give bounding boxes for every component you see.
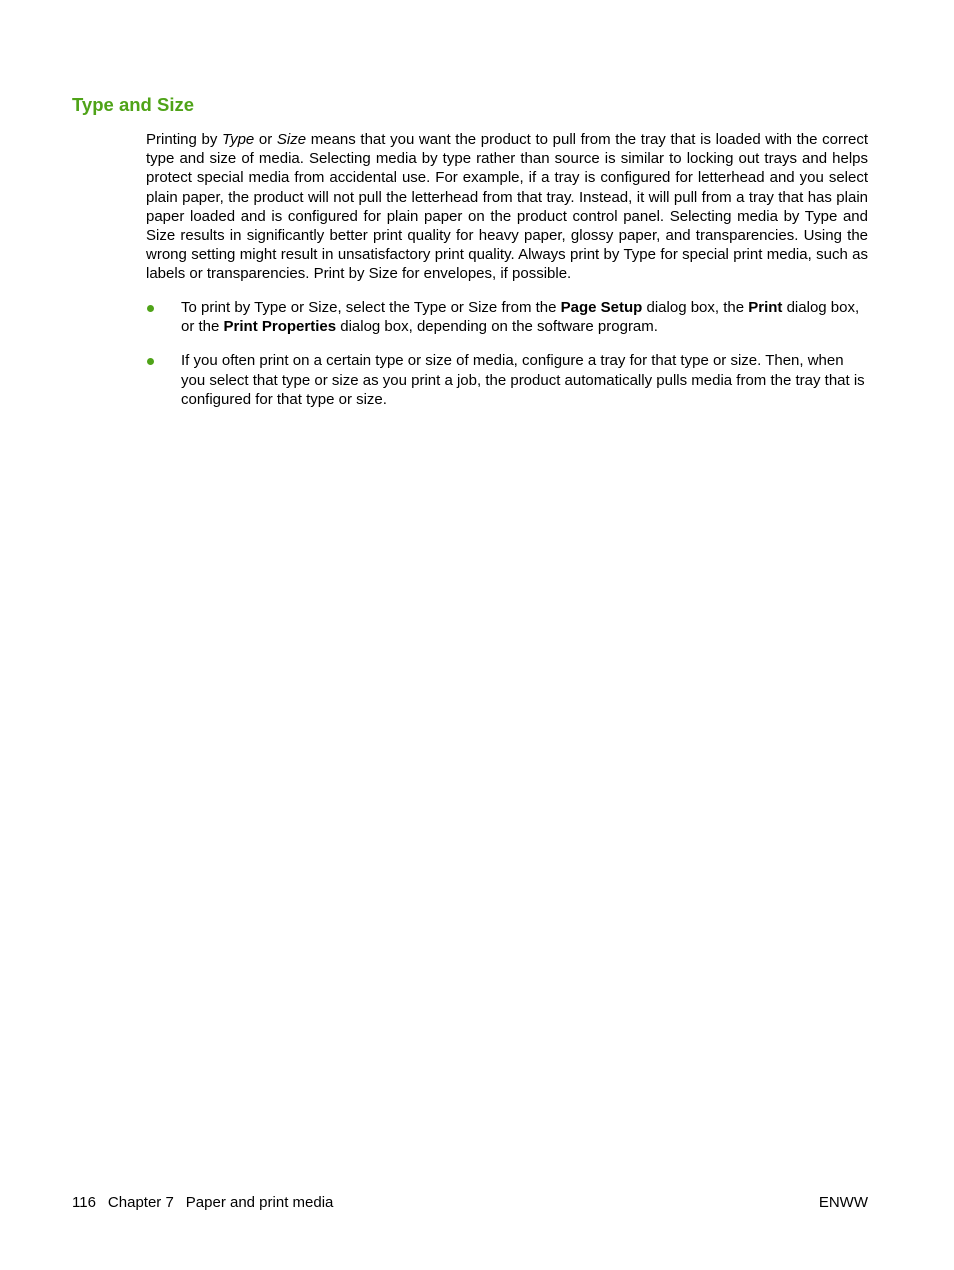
- chapter-title: Paper and print media: [185, 1194, 334, 1211]
- edition-label: ENWW: [818, 1194, 868, 1211]
- list-item: [146, 298, 868, 336]
- chapter-label: Chapter 7: [107, 1194, 174, 1211]
- page-number: 116: [72, 1194, 96, 1211]
- intro-paragraph: [146, 130, 868, 284]
- bullet-dot-icon: [147, 358, 154, 365]
- intro-size-word: Size: [276, 131, 307, 148]
- intro-type-word: Type: [222, 131, 255, 148]
- page-footer: [72, 1193, 868, 1212]
- bullet-1-text-2: dialog box, the: [642, 299, 749, 316]
- bullet-1-print-properties: Print Properties: [223, 318, 337, 336]
- list-item: [146, 351, 868, 409]
- bullet-list: [146, 298, 868, 424]
- intro-text-1: Printing by: [146, 131, 223, 148]
- footer-left: [72, 1193, 333, 1212]
- bullet-1-page-setup: Page Setup: [560, 299, 643, 316]
- bullet-1-text-4: dialog box, depending on the software program.: [336, 318, 658, 336]
- intro-text-2: or: [254, 131, 277, 148]
- bullet-1-text-3: dialog box, or the: [181, 299, 860, 336]
- bullet-1-text-1: To print by Type or Size, select the Type or Size from the: [181, 299, 561, 316]
- section-title: Type and Size: [72, 94, 194, 115]
- bullet-dot-icon: [147, 305, 154, 312]
- intro-text-3: means that you want the product to pull from the tray that is loaded with the correct type and size of media. Selecting media by type rather than source is similar to locking out trays and helps protect special media from accidental use. For example, if a tray is configured for letterhead and you select plain paper, the product will not pull the letterhead from that tray. Instead, it will pull from a tray that has plain paper loaded and is configured for plain paper on the product control panel. Selecting media by Type and Size results in significantly better print quality for heavy paper, glossy paper, and transparencies. Using the wrong setting might result in unsatisfactory print quality. Always print by Type for special print media, such as labels or transparencies. Print by Size for envelopes, if possible.: [146, 131, 868, 283]
- bullet-1-print: Print: [748, 299, 783, 316]
- bullet-2-text: If you often print on a certain type or size of media, configure a tray for that type or size. Then, when you select that type or size as you print a job, the product automatically pulls media from the tray that is configured for that type or size.: [181, 352, 865, 408]
